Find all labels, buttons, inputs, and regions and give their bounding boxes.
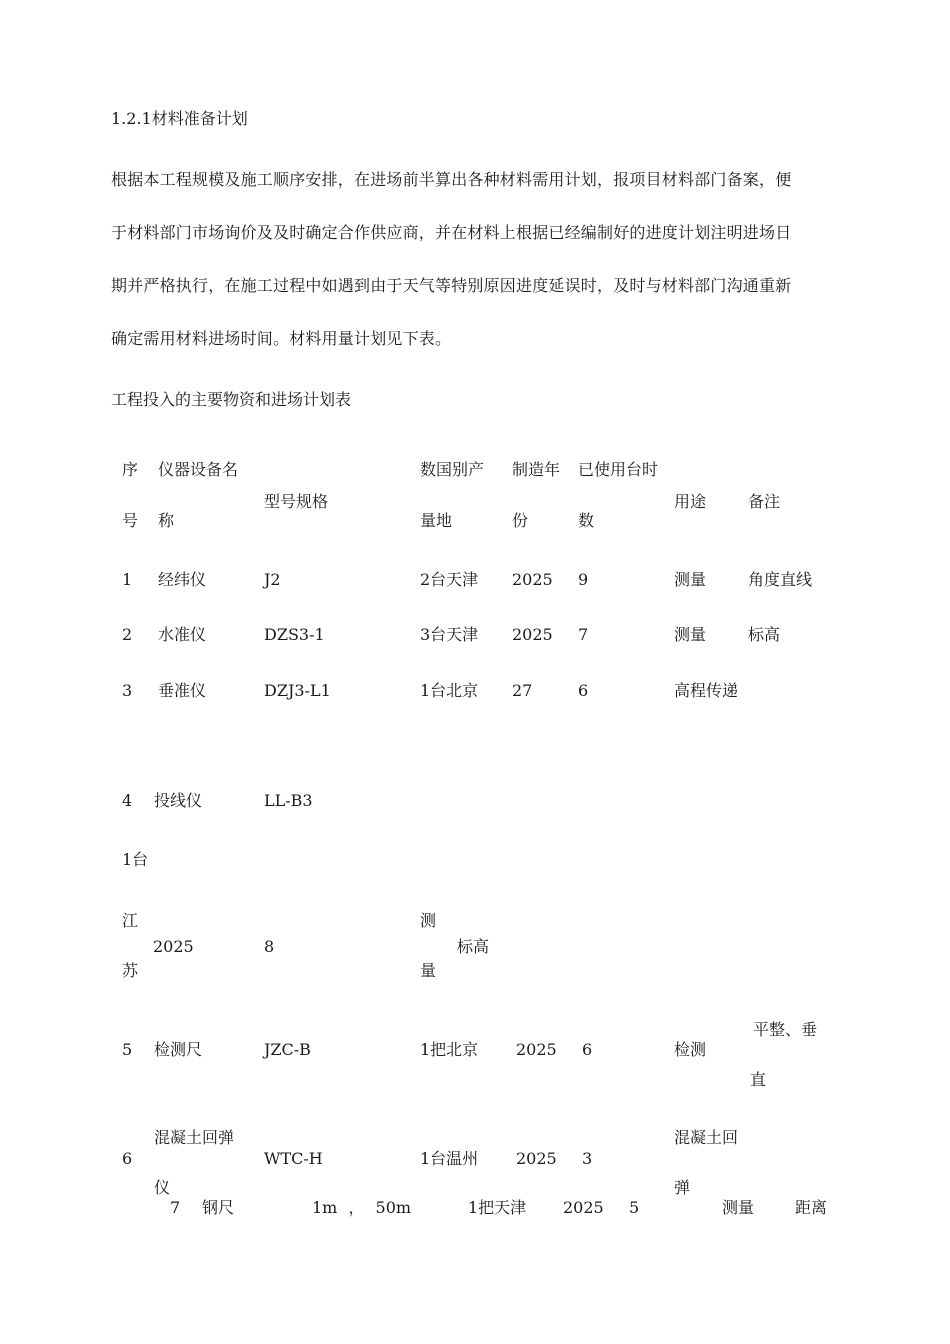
row4-place-top: 江 bbox=[122, 911, 139, 930]
row1-model: J2 bbox=[264, 570, 281, 589]
row4-year: 2025 bbox=[153, 937, 194, 956]
row4-place-bottom: 苏 bbox=[122, 961, 139, 980]
row4-seq: 4 bbox=[122, 791, 133, 810]
row2-model: DZS3-1 bbox=[264, 625, 325, 644]
row3-qty: 1台北京 bbox=[420, 681, 479, 700]
header-qty-bottom: 量地 bbox=[420, 511, 453, 530]
row4-model: LL-B3 bbox=[264, 791, 313, 810]
paragraph-line-4: 确定需用材料进场时间。材料用量计划见下表。 bbox=[111, 329, 452, 348]
row7-year: 2025 bbox=[563, 1198, 604, 1217]
row5-year: 2025 bbox=[516, 1040, 557, 1059]
row3-year: 27 bbox=[512, 681, 533, 700]
row3-hours: 6 bbox=[578, 681, 589, 700]
row7-model: 1m ， 50m bbox=[312, 1198, 412, 1217]
row4-use-top: 测 bbox=[420, 911, 437, 930]
row3-model: DZJ3-L1 bbox=[264, 681, 331, 700]
row7-note: 距离 bbox=[795, 1198, 828, 1217]
row5-hours: 6 bbox=[582, 1040, 593, 1059]
row7-use: 测量 bbox=[722, 1198, 755, 1217]
header-year-top: 制造年 bbox=[512, 460, 561, 479]
header-use: 用途 bbox=[674, 492, 707, 511]
header-name-bottom: 称 bbox=[158, 511, 175, 530]
row6-qty: 1台温州 bbox=[420, 1149, 479, 1168]
row6-year: 2025 bbox=[516, 1149, 557, 1168]
paragraph-line-3: 期并严格执行，在施工过程中如遇到由于天气等特别原因进度延误时，及时与材料部门沟通重新 bbox=[111, 276, 792, 295]
row4-qty: 1台 bbox=[122, 850, 149, 869]
row7-qty: 1把天津 bbox=[468, 1198, 527, 1217]
row3-name: 垂准仪 bbox=[158, 681, 207, 700]
header-year-bottom: 份 bbox=[512, 511, 529, 530]
header-hours-top: 已使用台时 bbox=[578, 460, 659, 479]
row6-name-top: 混凝土回弹 bbox=[154, 1128, 235, 1147]
row4-use-bottom: 量 bbox=[420, 961, 437, 980]
row5-use: 检测 bbox=[674, 1040, 707, 1059]
paragraph-line-1: 根据本工程规模及施工顺序安排，在进场前半算出各种材料需用计划，报项目材料部门备案，便 bbox=[111, 170, 792, 189]
row1-year: 2025 bbox=[512, 570, 553, 589]
row4-name: 投线仪 bbox=[154, 791, 203, 810]
row5-note-bottom: 直 bbox=[750, 1070, 767, 1089]
row2-name: 水准仪 bbox=[158, 625, 207, 644]
row1-seq: 1 bbox=[122, 570, 133, 589]
row2-year: 2025 bbox=[512, 625, 553, 644]
table-title: 工程投入的主要物资和进场计划表 bbox=[111, 390, 352, 409]
row1-qty: 2台天津 bbox=[420, 570, 479, 589]
row2-seq: 2 bbox=[122, 625, 133, 644]
row7-name: 钢尺 bbox=[202, 1198, 235, 1217]
row2-hours: 7 bbox=[578, 625, 589, 644]
header-seq-bottom: 号 bbox=[122, 511, 139, 530]
row4-hours: 8 bbox=[264, 937, 275, 956]
row4-note: 标高 bbox=[457, 937, 490, 956]
row2-use: 测量 bbox=[674, 625, 707, 644]
header-name-top: 仪器设备名 bbox=[158, 460, 239, 479]
row1-hours: 9 bbox=[578, 570, 589, 589]
row3-use: 高程传递 bbox=[674, 681, 739, 700]
section-heading: 1.2.1材料准备计划 bbox=[111, 109, 248, 128]
header-model: 型号规格 bbox=[264, 492, 329, 511]
header-qty-top: 数国别产 bbox=[420, 460, 485, 479]
row5-note-top: 平整、垂 bbox=[753, 1020, 818, 1039]
row1-name: 经纬仪 bbox=[158, 570, 207, 589]
row5-qty: 1把北京 bbox=[420, 1040, 479, 1059]
header-note: 备注 bbox=[748, 492, 781, 511]
row2-qty: 3台天津 bbox=[420, 625, 479, 644]
row7-hours: 5 bbox=[629, 1198, 640, 1217]
row2-note: 标高 bbox=[748, 625, 781, 644]
row3-seq: 3 bbox=[122, 681, 133, 700]
row6-name-bottom: 仪 bbox=[154, 1178, 171, 1197]
row1-note: 角度直线 bbox=[748, 570, 813, 589]
row6-use-top: 混凝土回 bbox=[674, 1128, 739, 1147]
header-seq-top: 序 bbox=[122, 460, 139, 479]
row6-model: WTC-H bbox=[264, 1149, 323, 1168]
row5-name: 检测尺 bbox=[154, 1040, 203, 1059]
row6-use-bottom: 弹 bbox=[674, 1178, 691, 1197]
row1-use: 测量 bbox=[674, 570, 707, 589]
row6-seq: 6 bbox=[122, 1149, 133, 1168]
row7-seq: 7 bbox=[170, 1198, 181, 1217]
row6-hours: 3 bbox=[582, 1149, 593, 1168]
header-hours-bottom: 数 bbox=[578, 511, 595, 530]
paragraph-line-2: 于材料部门市场询价及及时确定合作供应商，并在材料上根据已经编制好的进度计划注明进场日 bbox=[111, 223, 792, 242]
row5-model: JZC-B bbox=[264, 1040, 311, 1059]
row5-seq: 5 bbox=[122, 1040, 133, 1059]
